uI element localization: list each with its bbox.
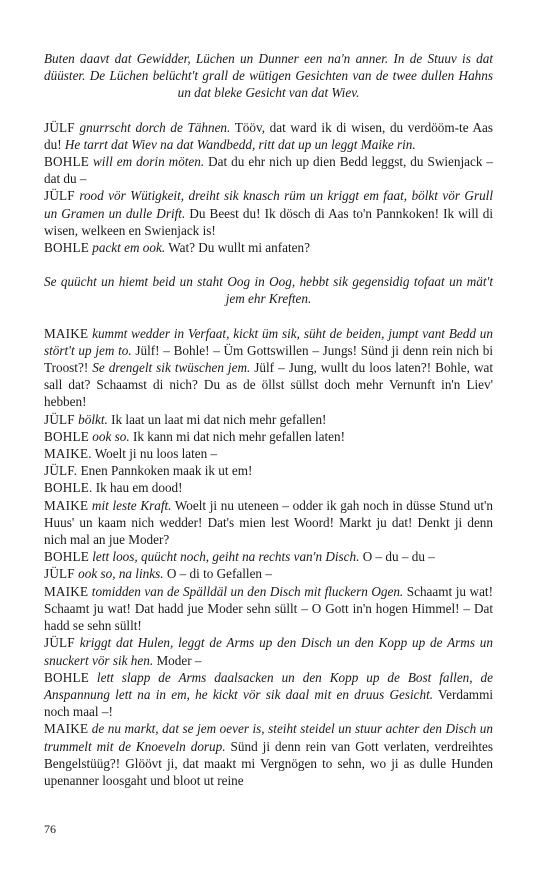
- spoken-text: Ik hau em dood!: [92, 480, 183, 496]
- page-text: [44, 50, 493, 789]
- dialogue-line: [44, 153, 493, 187]
- stage-direction-inline: mit leste Kraft.: [88, 497, 172, 513]
- page-number: 76: [44, 822, 56, 836]
- speaker-name: BOHLE: [44, 154, 89, 170]
- speaker-name: JÜLF: [44, 635, 75, 651]
- dialogue-line: [44, 411, 493, 428]
- speaker-name: MAIKE: [44, 721, 89, 737]
- stage-direction-inline: He tarrt dat Wiev na dat Wandbedd, ritt dat up un leggt Maike rin.: [64, 136, 416, 152]
- dialogue-line: [44, 445, 493, 462]
- stage-direction-inline: gnurrscht dorch de Tähnen.: [74, 119, 231, 135]
- stage-direction-inline: bölkt.: [74, 411, 108, 427]
- spoken-text: Schaamt ju wat! Schaamt ju wat! Dat hadd jue Moder sehn süllt – O Gott in'n hogen Himmel! – Dat hadd se sehn süllt!: [44, 583, 493, 634]
- speaker-name: MAIKE: [44, 325, 89, 341]
- spoken-text: Jülf! – Bohle! – Üm Gottswillen – Jungs! Sünd ji denn rein nich bi Troost?!: [44, 342, 493, 376]
- stage-direction-inline: lett slapp de Arms daalsacken un den Kopp up de Bost fallen, de Anspannung lett na in em, he kickt vör sik daal mit en druus Gesicht.: [44, 669, 493, 702]
- dialogue-line: [44, 428, 493, 445]
- dialogue-line: [44, 720, 493, 789]
- spoken-text: Du Beest du! Ik dösch di Aas to'n Pannkoken! Ik will di wisen, welkeen en Swienjack is!: [44, 205, 493, 238]
- spoken-text: Dat du ehr nich up dien Bedd leggst, du Swienjack – dat du –: [44, 154, 493, 187]
- spoken-text: Woelt ji nu uteneen – odder ik gah noch in düsse Stund ut'n Huus' un kaam nich wedder! Dat's mien lest Woord! Markt ju dat! Denkt ji denn nich mal an jue Moder?: [44, 497, 493, 548]
- speaker-name: JÜLF: [44, 119, 75, 135]
- dialogue-line: [44, 634, 493, 668]
- speaker-name: BOHLE: [44, 428, 89, 444]
- spoken-text: Ik kann mi dat nich mehr gefallen laten!: [129, 428, 345, 444]
- stage-direction-inline: Se drengelt sik twüschen jem.: [92, 360, 251, 376]
- dialogue-line: [44, 239, 493, 256]
- speaker-name: JÜLF.: [44, 463, 78, 479]
- speaker-name: JÜLF: [44, 566, 75, 582]
- spoken-text: Ik laat un laat mi dat nich mehr gefallen!: [107, 411, 327, 427]
- spoken-text: Woelt ji nu loos laten –: [91, 446, 218, 462]
- spoken-text: O – di to Gefallen –: [163, 566, 272, 582]
- speaker-name: JÜLF: [44, 411, 75, 427]
- dialogue-line: [44, 548, 493, 565]
- stage-direction-inline: packt em ook.: [88, 240, 166, 256]
- stage-direction: Buten daavt dat Gewidder, Lüchen un Dunner een na'n anner. In de Stuuv is dat düüster. De Lüchen belücht't grall de wütigen Gesichten van de twee dullen Hahns un dat bleke Gesicht van dat Wiev.: [44, 51, 493, 101]
- dialogue-line: [44, 187, 493, 239]
- stage-direction-inline: kriggt dat Hulen, leggt de Arms up den Disch un den Kopp up de Arms un snuckert vör sik hen.: [44, 635, 493, 668]
- speaker-name: BOHLE: [44, 549, 89, 565]
- dialogue-line: [44, 325, 493, 411]
- paragraph-gap: [44, 308, 493, 325]
- stage-direction-inline: rood vör Wütigkeit, dreiht sik knasch rüm un kriggt em faat, bölkt vör Grull un Gramen un dulle Drift.: [44, 188, 493, 221]
- stage-direction-inline: kummt wedder in Verfaat, kickt üm sik, süht de beiden, jumpt vant Bedd un stört't up jem to.: [44, 325, 493, 358]
- stage-direction-inline: tomidden van de Spälldäl un den Disch mit fluckern Ogen.: [88, 583, 404, 599]
- dialogue-line: [44, 497, 493, 549]
- spoken-text: Verdammi noch maal –!: [44, 686, 493, 720]
- stage-direction-inline: de nu markt, dat se jem oever is, steiht steidel un stuur achter den Disch un trummelt mit de Knoeveln dorup.: [44, 721, 493, 754]
- spoken-text: Moder –: [153, 652, 202, 668]
- speaker-name: BOHLE: [44, 240, 89, 256]
- stage-direction-inline: ook so.: [88, 428, 130, 444]
- spoken-text: Tööv, dat ward ik di wisen, du verdööm-te Aas du!: [44, 119, 493, 152]
- spoken-text: Jülf – Jung, wullt du loos laten?! Bohle, wat sall dat? Schaamst di nich? Du as de öllst süllst doch mehr Vernunft in'n Liev' hebben!: [44, 360, 493, 410]
- speaker-name: MAIKE.: [44, 446, 92, 462]
- dialogue-line: [44, 462, 493, 479]
- stage-direction: Se quücht un hiemt beid un staht Oog in Oog, hebbt sik gegensidig tofaat un mät't jem ehr Kreften.: [44, 274, 493, 307]
- spoken-text: Sünd ji denn rein van Gott verlaten, verdreihtes Bengelstüüg?! Glöövt ji, dat maakt mi Vergnögen to sehn, wo ji as dulle Hunden upenanner loosgaht und bloot ut reine: [44, 738, 493, 788]
- dialogue-line: [44, 669, 493, 721]
- speaker-name: MAIKE: [44, 497, 89, 513]
- speaker-name: JÜLF: [44, 188, 75, 204]
- dialogue-line: [44, 119, 493, 153]
- dialogue-line: [44, 583, 493, 635]
- speaker-name: MAIKE: [44, 583, 89, 599]
- spoken-text: Wat? Du wullt mi anfaten?: [165, 240, 310, 256]
- speaker-name: BOHLE.: [44, 480, 93, 496]
- stage-direction-inline: ook so, na links.: [74, 566, 164, 582]
- dialogue-line: [44, 479, 493, 496]
- stage-direction-inline: will em dorin möten.: [88, 154, 205, 170]
- dialogue-line: [44, 565, 493, 582]
- spoken-text: O – du – du –: [359, 549, 435, 565]
- paragraph-gap: [44, 102, 493, 119]
- stage-direction-inline: lett loos, quücht noch, geiht na rechts van'n Disch.: [88, 549, 360, 565]
- paragraph-gap: [44, 256, 493, 273]
- spoken-text: Enen Pannkoken maak ik ut em!: [77, 463, 253, 479]
- speaker-name: BOHLE: [44, 669, 89, 685]
